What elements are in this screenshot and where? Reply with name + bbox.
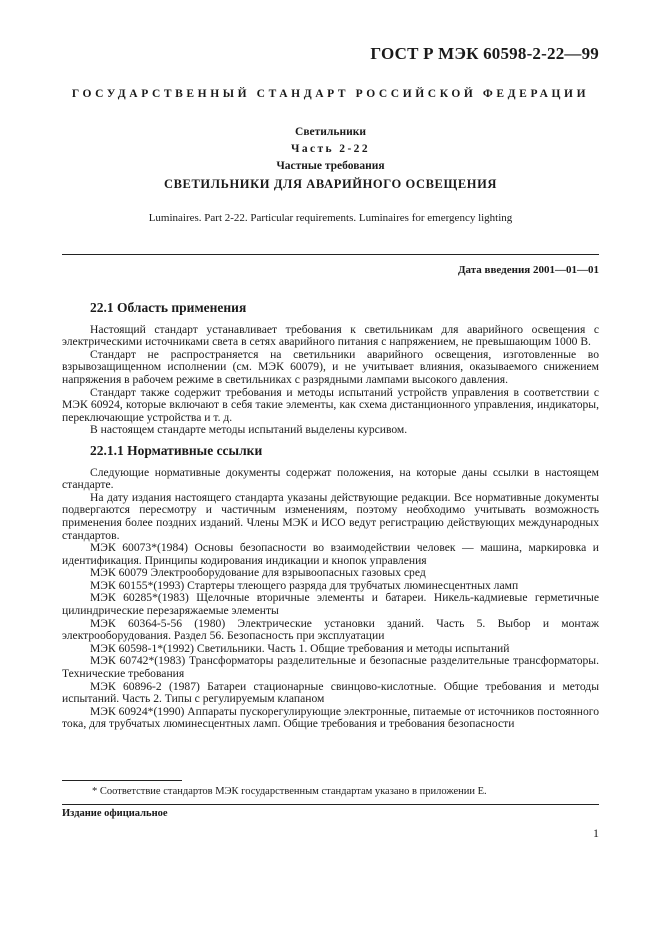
title-block	[62, 126, 599, 192]
official-edition-label: Издание официальное	[62, 808, 168, 819]
reference-item: МЭК 60924*(1990) Аппараты пускорегулирующие электронные, питаемые от источников постоянного тока, для трубчатых люминесцентных ламп. Общие требования и требования безопасности	[62, 704, 599, 731]
reference-item: МЭК 60079 Электрооборудование для взрывоопасных газовых сред	[90, 566, 426, 580]
title-uppercase: СВЕТИЛЬНИКИ ДЛЯ АВАРИЙНОГО ОСВЕЩЕНИЯ	[163, 177, 498, 191]
document-body	[62, 300, 599, 731]
title-subtitle: Частные требования	[276, 160, 385, 172]
divider	[62, 804, 599, 805]
reference-item: МЭК 60742*(1983) Трансформаторы разделительные и безопасные разделительные трансформаторы. Технические требования	[62, 654, 599, 681]
english-title: Luminaires. Part 2-22. Particular requirements. Luminaires for emergency lighting	[148, 212, 513, 224]
reference-item: МЭК 60073*(1984) Основы безопасности во взаимодействии человек — машина, маркировка и идентификация. Принципы кодирования индикации и кнопок управления	[62, 541, 599, 567]
reference-item: МЭК 60155*(1993) Стартеры тлеющего разряда для трубчатых люминесцентных ламп	[90, 578, 519, 592]
title-part: Часть 2-22	[291, 143, 370, 155]
paragraph: Следующие нормативные документы содержат положения, на которые даны ссылки в настоящем стандарте.	[62, 465, 599, 492]
reference-item: МЭК 60598-1*(1992) Светильники. Часть 1. Общие требования и методы испытаний	[90, 641, 510, 655]
section-heading-normative-references: 22.1.1 Нормативные ссылки	[90, 442, 263, 458]
paragraph: Стандарт также содержит требования и методы испытаний устройств управления в соответствии с МЭК 60924, которые включают в себя такие элементы, как схема дистанционного управления, индикаторы, переключающие устройства и т. д.	[62, 385, 599, 424]
footnote-divider	[62, 780, 182, 781]
effective-date: Дата введения 2001—01—01	[457, 264, 599, 276]
paragraph: Стандарт не распространяется на светильники аварийного освещения, изготовленные во взрывозащищенном исполнении (см. МЭК 60079), и не учитывает влияния, оказываемого снижением напряжения в рабочем режиме в светильниках с разрядными лампами высокого давления.	[62, 347, 599, 386]
paragraph: На дату издания настоящего стандарта указаны действующие редакции. Все нормативные документы подвергаются пересмотру и частичным изменениям, поэтому необходимо учитывать возможность применения более поздних изданий. Члены МЭК и ИСО ведут регистрацию действующих международных стандартов.	[62, 490, 599, 542]
divider	[62, 254, 599, 255]
page-number: 1	[593, 826, 599, 840]
paragraph: Настоящий стандарт устанавливает требования к светильникам для аварийного освещения с электрическими источниками света в сетях аварийного питания с напряжением, не превышающим 1000 В.	[62, 322, 599, 349]
paragraph: В настоящем стандарте методы испытаний выделены курсивом.	[90, 423, 408, 437]
reference-item: МЭК 60896-2 (1987) Батареи стационарные свинцово-кислотные. Общие требования и методы испытаний. Часть 2. Типы с регулируемым клапаном	[62, 679, 599, 706]
title-main: Светильники	[295, 126, 366, 138]
reference-item: МЭК 60285*(1983) Щелочные вторичные элементы и батареи. Никель-кадмиевые герметичные цилиндрические перезаряжаемые элементы	[62, 591, 599, 618]
reference-item: МЭК 60364-5-56 (1980) Электрические установки зданий. Часть 5. Выбор и монтаж электрооборудования. Раздел 56. Безопасность при эксплуатации	[62, 616, 599, 643]
state-standard-heading: ГОСУДАРСТВЕННЫЙ СТАНДАРТ РОССИЙСКОЙ ФЕДЕРАЦИИ	[71, 88, 590, 100]
document-code: ГОСТ Р МЭК 60598-2-22—99	[370, 44, 599, 63]
footnote: * Соответствие стандартов МЭК государственным стандартам указано в приложении Е.	[92, 786, 487, 797]
section-heading-scope: 22.1 Область применения	[90, 300, 247, 315]
